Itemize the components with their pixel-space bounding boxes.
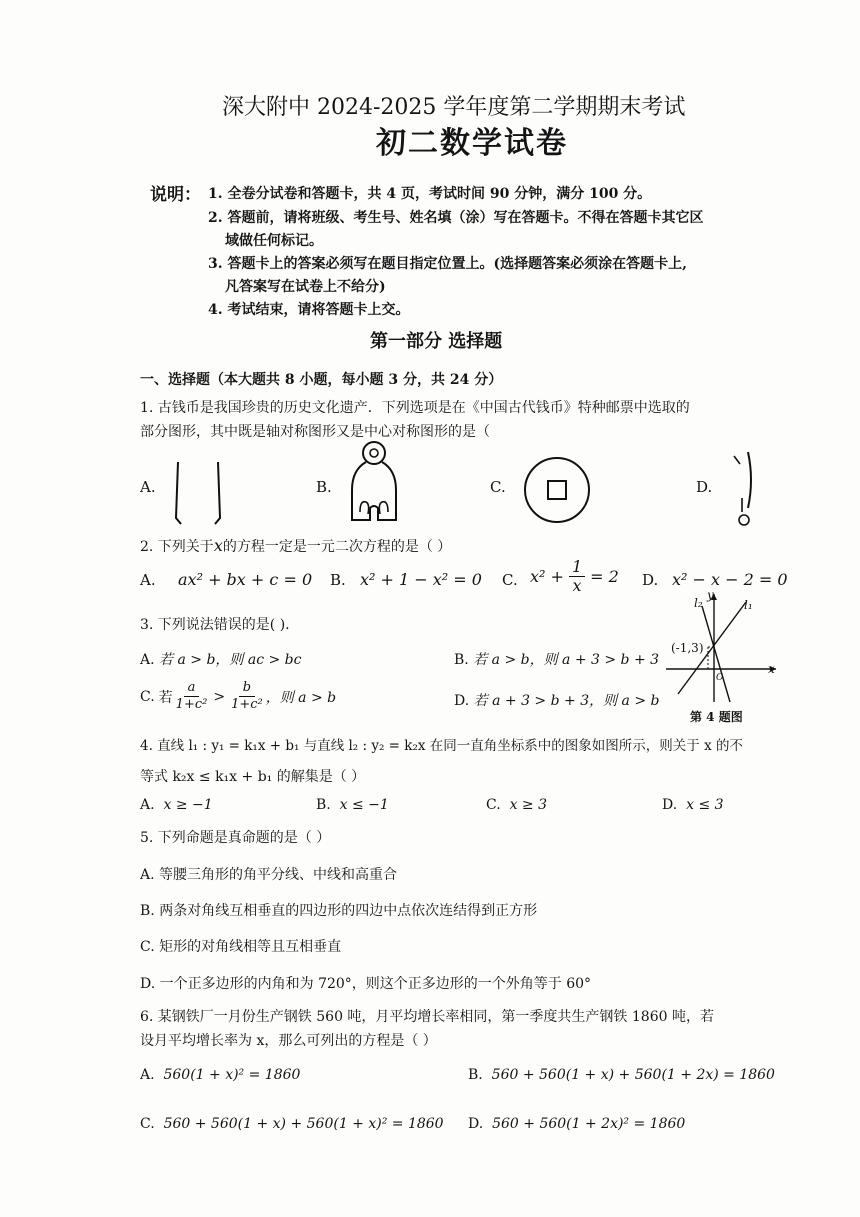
q4-line2: 等式 k₂x ≤ k₁x + b₁ 的解集是（ ） xyxy=(140,769,366,785)
q6-option-a: A. 560(1 + x)² = 1860 xyxy=(140,1067,301,1083)
coin-a-icon xyxy=(168,458,228,530)
q3-option-a: A. 若 a > b，则 ac > bc xyxy=(140,652,302,668)
instruction-3: 3. 答题卡上的答案必须写在题目指定位置上。(选择题答案必须涂在答题卡上, xyxy=(208,256,687,272)
q2-option-c-label: C. xyxy=(502,571,518,589)
fig4-l2-label: l₂ xyxy=(694,596,703,610)
q2-option-d-label: D. xyxy=(642,571,659,589)
part-heading: 第一部分 选择题 xyxy=(370,331,503,352)
q1-option-b-label: B. xyxy=(316,478,332,496)
q3-option-b: B. 若 a > b，则 a + 3 > b + 3 xyxy=(454,652,660,668)
instruction-3-cont: 凡答案写在试卷上不给分) xyxy=(225,279,386,295)
q1-option-a-label: A. xyxy=(140,478,156,496)
q2-stem: 2. 下列关于x的方程一定是一元二次方程的是（ ） xyxy=(140,536,452,555)
instruction-4: 4. 考试结束，请将答题卡上交。 xyxy=(208,302,410,318)
fig4-origin-label: O xyxy=(716,673,724,683)
coin-b-icon xyxy=(344,440,404,526)
instruction-2: 2. 答题前，请将班级、考生号、姓名填（涂）写在答题卡。不得在答题卡其它区 xyxy=(208,210,704,226)
q2-option-b: x² + 1 − x² = 0 xyxy=(360,570,482,589)
q5-option-a: A. 等腰三角形的角平分线、中线和高重合 xyxy=(140,867,398,883)
section-heading: 一、选择题（本大题共 8 小题，每小题 3 分，共 24 分） xyxy=(140,372,503,388)
coin-d-icon xyxy=(728,450,764,530)
q4-option-a: A. x ≥ −1 xyxy=(140,797,213,813)
q5-option-d: D. 一个正多边形的内角和为 720°，则这个正多边形的一个外角等于 60° xyxy=(140,976,592,992)
fraction: $\frac{1}{x}$ xyxy=(569,558,585,595)
line-l2 xyxy=(702,606,730,702)
q6-option-b: B. 560 + 560(1 + x) + 560(1 + 2x) = 1860 xyxy=(468,1067,775,1083)
q3-option-c: C. 若 a 1+c² > b 1+c² ，则 a > b xyxy=(140,680,337,712)
fig4-caption: 第 4 题图 xyxy=(690,710,743,724)
q4-option-d: D. x ≤ 3 xyxy=(662,797,724,813)
q6-line2: 设月平均增长率为 x，那么可列出的方程是（ ） xyxy=(140,1033,437,1049)
q4-line1: 4. 直线 l₁ : y₁ = k₁x + b₁ 与直线 l₂ : y₂ = k₂x 在同一直角坐标系中的图象如图所示，则关于 x 的不 xyxy=(140,738,743,754)
q1-line2: 部分图形，其中既是轴对称图形又是中心对称图形的是（ xyxy=(140,424,490,440)
q1-line1: 1. 古钱币是我国珍贵的历史文化遗产．下列选项是在《中国古代钱币》特种邮票中选取的 xyxy=(140,400,690,416)
q6-option-c: C. 560 + 560(1 + x) + 560(1 + x)² = 1860 xyxy=(140,1116,444,1132)
q3-stem: 3. 下列说法错误的是( ). xyxy=(140,617,290,633)
fraction: b 1+c² xyxy=(231,680,263,712)
q2-variable: x xyxy=(213,536,223,555)
q4-option-c: C. x ≥ 3 xyxy=(486,797,548,813)
q6-line1: 6. 某钢铁厂一月份生产钢铁 560 吨，月平均增长率相同，第一季度共生产钢铁 1860 吨，若 xyxy=(140,1009,714,1025)
instructions-label: 说明： xyxy=(150,185,201,205)
q2-option-a: ax² + bx + c = 0 xyxy=(178,570,313,589)
q2-option-b-label: B. xyxy=(330,571,346,589)
school-line: 深大附中 2024-2025 学年度第二学期期末考试 xyxy=(222,95,686,120)
q2-option-c: x² + $\frac{1}{x}$ = 2 xyxy=(530,557,619,595)
q1-option-d-label: D. xyxy=(696,478,713,496)
q6-option-d: D. 560 + 560(1 + 2x)² = 1860 xyxy=(468,1116,686,1132)
q5-stem: 5. 下列命题是真命题的是（ ） xyxy=(140,830,331,846)
instruction-2-cont: 域做任何标记。 xyxy=(225,233,323,249)
q2-option-d: x² − x − 2 = 0 xyxy=(672,570,788,589)
paper-title: 初二数学试卷 xyxy=(376,126,568,161)
fig4-point-label: (-1,3) xyxy=(671,641,704,655)
q4-option-b: B. x ≤ −1 xyxy=(316,797,389,813)
q5-option-b: B. 两条对角线互相垂直的四边形的四边中点依次连结得到正方形 xyxy=(140,903,538,919)
fraction: a 1+c² xyxy=(175,680,208,712)
fig4-x-label: x xyxy=(768,662,775,676)
q1-option-c-label: C. xyxy=(490,478,506,496)
fig4-y-label: y xyxy=(707,588,714,602)
coin-c-icon xyxy=(522,455,592,525)
q3-option-d: D. 若 a + 3 > b + 3，则 a > b xyxy=(454,693,660,709)
q2-option-a-label: A. xyxy=(140,571,156,589)
fig4-l1-label: l₁ xyxy=(744,598,753,612)
q5-option-c: C. 矩形的对角线相等且互相垂直 xyxy=(140,939,342,955)
instruction-1: 1. 全卷分试卷和答题卡，共 4 页，考试时间 90 分钟，满分 100 分。 xyxy=(208,186,652,202)
